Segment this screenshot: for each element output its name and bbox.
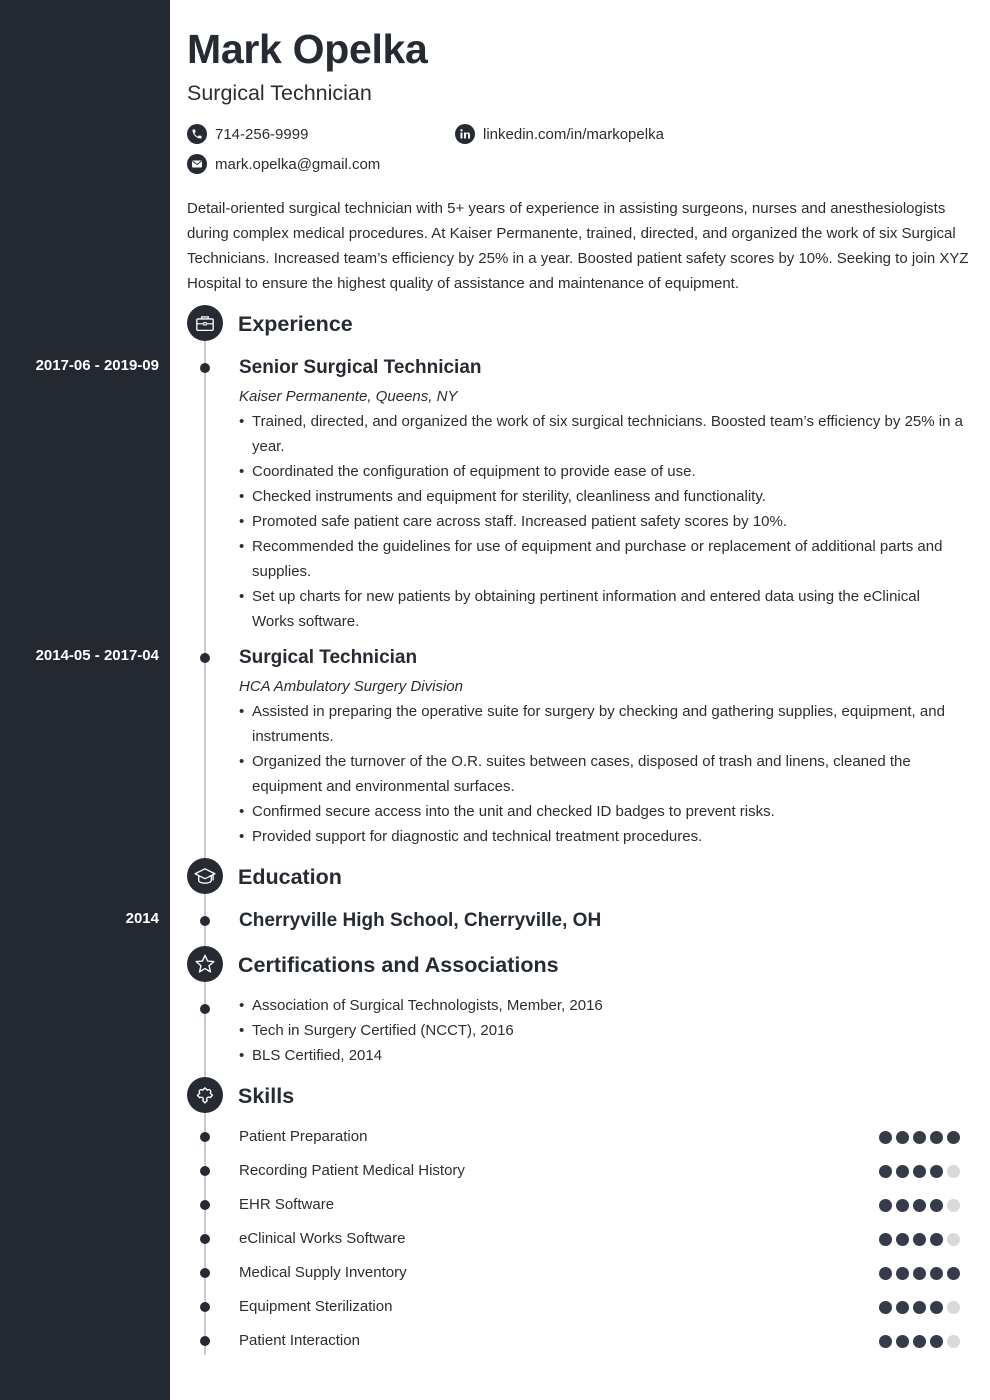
rating-dot-filled (896, 1335, 909, 1348)
rating-dot-filled (896, 1267, 909, 1280)
skill-name: Equipment Sterilization (239, 1298, 393, 1315)
job-dates: 2014-05 - 2017-04 (35, 647, 159, 664)
rating-dot-filled (879, 1267, 892, 1280)
timeline-dot (200, 1268, 210, 1278)
linkedin-text[interactable]: linkedin.com/in/markopelka (483, 125, 664, 143)
section-title-skills: Skills (238, 1084, 295, 1108)
skill-name: EHR Software (239, 1196, 335, 1213)
job-bullet: • Checked instruments and equipment for sterility, cleanliness and functionality. (239, 484, 964, 509)
rating-dot-filled (947, 1131, 960, 1144)
skill-name: Medical Supply Inventory (239, 1264, 407, 1281)
skill-rating (879, 1199, 960, 1212)
rating-dot-filled (879, 1335, 892, 1348)
skill-rating (879, 1301, 960, 1314)
job-position: Surgical Technician (239, 647, 418, 668)
rating-dot-filled (879, 1233, 892, 1246)
rating-dot-filled (913, 1301, 926, 1314)
contact-phone (187, 124, 308, 144)
job-position: Senior Surgical Technician (239, 357, 482, 378)
section-title-experience: Experience (238, 312, 353, 336)
certification-item: • Association of Surgical Technologists, Member, 2016 (239, 993, 964, 1018)
timeline-dot (200, 1132, 210, 1142)
timeline-dot (200, 653, 210, 663)
rating-dot-filled (930, 1165, 943, 1178)
job-bullets (239, 699, 964, 849)
rating-dot-filled (930, 1199, 943, 1212)
rating-dot-filled (896, 1165, 909, 1178)
certification-item: • Tech in Surgery Certified (NCCT), 2016 (239, 1018, 964, 1043)
rating-dot-filled (896, 1131, 909, 1144)
skill-rating (879, 1165, 960, 1178)
certifications-list (239, 993, 964, 1068)
candidate-name: Mark Opelka (187, 26, 428, 72)
job-bullet: • Provided support for diagnostic and technical treatment procedures. (239, 824, 964, 849)
rating-dot-filled (930, 1233, 943, 1246)
rating-dot-filled (930, 1267, 943, 1280)
rating-dot-filled (879, 1301, 892, 1314)
job-bullets (239, 409, 964, 634)
linkedin-icon (455, 124, 475, 144)
job-bullet: • Coordinated the configuration of equipment to provide ease of use. (239, 459, 964, 484)
timeline-dot (200, 1234, 210, 1244)
job-company: Kaiser Permanente, Queens, NY (239, 388, 458, 405)
job-bullet: • Promoted safe patient care across staff. Increased patient safety scores by 10%. (239, 509, 964, 534)
education-school: Cherryville High School, Cherryville, OH (239, 910, 602, 931)
skill-name: Patient Preparation (239, 1128, 368, 1145)
graduation-cap-icon (187, 858, 223, 894)
rating-dot-filled (896, 1233, 909, 1246)
rating-dot-empty (947, 1233, 960, 1246)
skill-rating (879, 1233, 960, 1246)
rating-dot-filled (896, 1301, 909, 1314)
education-year: 2014 (125, 910, 159, 927)
rating-dot-empty (947, 1301, 960, 1314)
rating-dot-filled (947, 1267, 960, 1280)
timeline-dot (200, 1200, 210, 1210)
rating-dot-filled (879, 1199, 892, 1212)
job-bullet: • Organized the turnover of the O.R. suites between cases, disposed of trash and linens, cleaned the equipment and environmental surfaces. (239, 749, 964, 799)
email-icon (187, 154, 207, 174)
certification-item: • BLS Certified, 2014 (239, 1043, 964, 1068)
email-text[interactable]: mark.opelka@gmail.com (215, 155, 381, 173)
rating-dot-filled (896, 1199, 909, 1212)
job-bullet: • Recommended the guidelines for use of equipment and purchase or replacement of additional parts and supplies. (239, 534, 964, 584)
profile-summary: Detail-oriented surgical technician with 5+ years of experience in assisting surgeons, nurses and anesthesiologists during complex medical procedures. At Kaiser Permanente, trained, directed, and organized the work of six Surgical Technicians. Increased team’s efficiency by 25% in a year. Boosted patient safety scores by 10%. Seeking to join XYZ Hospital to ensure the highest quality of assistance and maintenance of equipment. (187, 200, 969, 292)
phone-text: 714-256-9999 (215, 125, 309, 143)
timeline-dot (200, 1302, 210, 1312)
rating-dot-filled (930, 1301, 943, 1314)
job-bullet: • Set up charts for new patients by obtaining pertinent information and entered data using the eClinical Works software. (239, 584, 964, 634)
rating-dot-filled (913, 1233, 926, 1246)
rating-dot-filled (913, 1131, 926, 1144)
rating-dot-filled (930, 1335, 943, 1348)
contact-linkedin[interactable] (455, 124, 664, 144)
skill-name: eClinical Works Software (239, 1230, 406, 1247)
skill-name: Patient Interaction (239, 1332, 360, 1349)
puzzle-piece-icon (187, 1077, 223, 1113)
section-title-education: Education (238, 865, 342, 889)
timeline-dot (200, 363, 210, 373)
rating-dot-filled (913, 1267, 926, 1280)
briefcase-icon (187, 305, 223, 341)
rating-dot-filled (879, 1165, 892, 1178)
rating-dot-empty (947, 1199, 960, 1212)
rating-dot-filled (913, 1335, 926, 1348)
rating-dot-filled (913, 1165, 926, 1178)
rating-dot-filled (879, 1131, 892, 1144)
candidate-title: Surgical Technician (187, 81, 372, 105)
section-title-certifications: Certifications and Associations (238, 953, 559, 977)
contact-email[interactable] (187, 154, 380, 174)
skill-rating (879, 1335, 960, 1348)
rating-dot-filled (930, 1131, 943, 1144)
job-bullet: • Assisted in preparing the operative suite for surgery by checking and gathering supplies, equipment, and instruments. (239, 699, 964, 749)
left-sidebar (0, 0, 170, 1400)
timeline-dot (200, 1004, 210, 1014)
star-icon (187, 946, 223, 982)
skill-rating (879, 1267, 960, 1280)
job-company: HCA Ambulatory Surgery Division (239, 678, 463, 695)
rating-dot-filled (913, 1199, 926, 1212)
job-dates: 2017-06 - 2019-09 (35, 357, 159, 374)
timeline-dot (200, 1166, 210, 1176)
job-bullet: • Trained, directed, and organized the work of six surgical technicians. Boosted team’s efficiency by 25% in a year. (239, 409, 964, 459)
timeline-dot (200, 1336, 210, 1346)
skill-name: Recording Patient Medical History (239, 1162, 465, 1179)
timeline-dot (200, 916, 210, 926)
job-bullet: • Confirmed secure access into the unit and checked ID badges to prevent risks. (239, 799, 964, 824)
rating-dot-empty (947, 1335, 960, 1348)
phone-icon (187, 124, 207, 144)
skill-rating (879, 1131, 960, 1144)
rating-dot-empty (947, 1165, 960, 1178)
